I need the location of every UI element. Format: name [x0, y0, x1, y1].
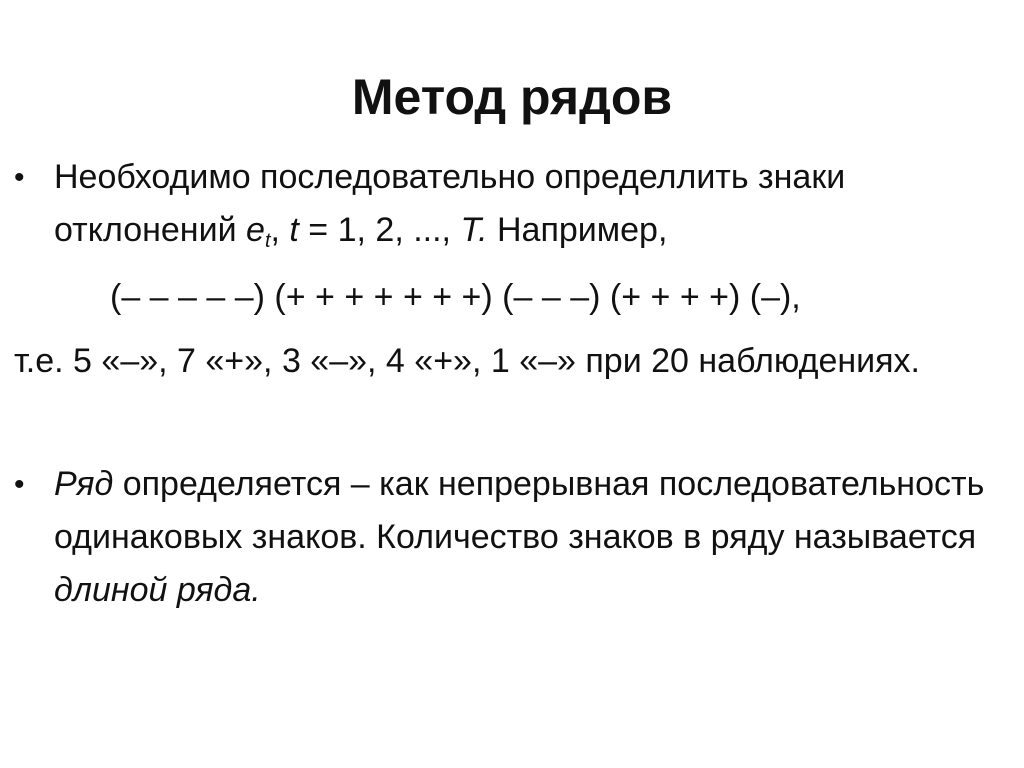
subscript-t: t	[264, 230, 271, 252]
slide-title: Метод рядов	[351, 69, 673, 125]
variable-T: T.	[460, 211, 488, 249]
bullet-dot-icon: •	[14, 468, 25, 501]
bullet-item-2	[14, 458, 994, 617]
sign-sequence: (– – – – –) (+ + + + + + +) (– – –) (+ + + +) (–),	[110, 278, 801, 316]
summary-paragraph: т.е. 5 «–», 7 «+», 3 «–», 4 «+», 1 «–» при 20 наблюдениях.	[14, 342, 920, 380]
bullet-1-content	[54, 151, 994, 268]
bullet-dot-icon: •	[14, 161, 25, 194]
bullet-1-text-a: Необходимо последовательно определлить знаки отклонений	[54, 158, 846, 249]
bullet-2-content	[54, 458, 994, 617]
bullet-item-1	[14, 151, 994, 268]
bullet-1-text-b: ,	[270, 211, 290, 249]
variable-e: e	[246, 211, 265, 249]
variable-t: t	[289, 211, 299, 249]
bullet-1-text-c: = 1, 2, ...,	[298, 211, 461, 249]
bullet-1-text-d: Например,	[487, 211, 668, 249]
term-run-length: длиной ряда.	[54, 571, 261, 609]
term-run: Ряд	[54, 465, 114, 503]
bullet-2-text-a: определяется – как непрерывная последовательность одинаковых знаков. Количество знаков в ряду называется	[54, 465, 985, 556]
